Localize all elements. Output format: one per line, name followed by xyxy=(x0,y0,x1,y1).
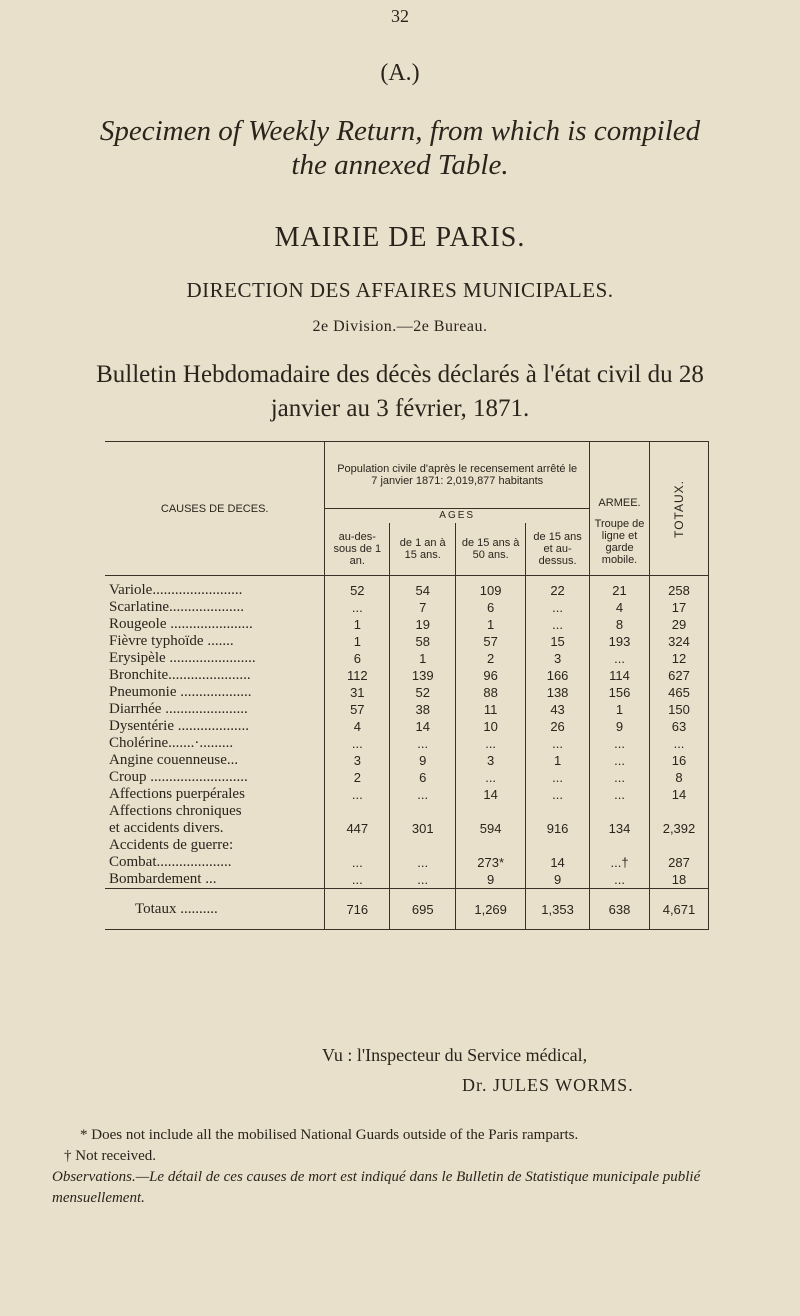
value-cell: 31 xyxy=(325,684,390,701)
totaux-header xyxy=(650,442,709,576)
value-cell xyxy=(526,803,590,820)
value-cell: 9 xyxy=(590,718,650,735)
value-cell: 9 xyxy=(526,871,590,889)
value-cell: ... xyxy=(456,769,526,786)
value-cell: 10 xyxy=(456,718,526,735)
value-cell xyxy=(325,803,390,820)
table-row xyxy=(105,650,709,667)
row-total-cell: 150 xyxy=(650,701,709,718)
value-cell xyxy=(590,803,650,820)
direction-heading: DIRECTION DES AFFAIRES MUNICIPALES. xyxy=(186,278,614,302)
table-row xyxy=(105,820,709,837)
cause-cell: Cholérine.......·......... xyxy=(109,735,234,751)
value-cell: 594 xyxy=(456,820,526,837)
value-cell: ... xyxy=(325,735,390,752)
cause-cell: Rougeole ...................... xyxy=(109,616,253,632)
row-total-cell: 627 xyxy=(650,667,709,684)
cause-cell: Bombardement ... xyxy=(109,871,217,887)
value-cell: 447 xyxy=(325,820,390,837)
value-cell xyxy=(390,837,456,854)
value-cell: 3 xyxy=(325,752,390,769)
value-cell: ... xyxy=(325,786,390,803)
totals-cell: 716 xyxy=(325,889,390,930)
table-row xyxy=(105,718,709,735)
value-cell xyxy=(325,837,390,854)
value-cell: 52 xyxy=(325,576,390,600)
cause-cell: Diarrhée ...................... xyxy=(109,701,248,717)
row-total-cell: 8 xyxy=(650,769,709,786)
value-cell: 1 xyxy=(390,650,456,667)
causes-header: CAUSES DE DECES. xyxy=(105,442,325,576)
value-cell: 109 xyxy=(456,576,526,600)
value-cell: 112 xyxy=(325,667,390,684)
age-col-under-1: au-des-sous de 1 an. xyxy=(325,523,390,576)
value-cell: 14 xyxy=(390,718,456,735)
value-cell: 7 xyxy=(390,599,456,616)
value-cell: ... xyxy=(390,786,456,803)
cause-cell: et accidents divers. xyxy=(109,820,224,836)
value-cell: ... xyxy=(456,735,526,752)
value-cell: ... xyxy=(590,871,650,889)
value-cell: 1 xyxy=(325,616,390,633)
value-cell: ... xyxy=(590,786,650,803)
value-cell: 15 xyxy=(526,633,590,650)
troupe-header: Troupe de ligne et garde mobile. xyxy=(590,509,650,576)
table-row xyxy=(105,871,709,889)
value-cell: 6 xyxy=(325,650,390,667)
value-cell xyxy=(390,803,456,820)
value-cell: 57 xyxy=(325,701,390,718)
value-cell: 11 xyxy=(456,701,526,718)
page-title xyxy=(0,114,800,182)
title-text: Specimen of Weekly Return, from which is compiled the annexed Table. xyxy=(99,115,701,181)
row-total-cell: 14 xyxy=(650,786,709,803)
row-total-cell: 2,392 xyxy=(650,820,709,837)
value-cell xyxy=(456,803,526,820)
row-total-cell xyxy=(650,803,709,820)
value-cell: 8 xyxy=(590,616,650,633)
value-cell: 2 xyxy=(456,650,526,667)
table-row xyxy=(105,633,709,650)
row-total-cell: 465 xyxy=(650,684,709,701)
cause-cell: Angine couenneuse... xyxy=(109,752,239,768)
signature: Dr. JULES WORMS. xyxy=(462,1075,634,1095)
value-cell: 138 xyxy=(526,684,590,701)
value-cell: 1 xyxy=(590,701,650,718)
cause-cell: Croup .......................... xyxy=(109,769,248,785)
value-cell: 54 xyxy=(390,576,456,600)
table-row xyxy=(105,786,709,803)
value-cell: 96 xyxy=(456,667,526,684)
value-cell: 193 xyxy=(590,633,650,650)
value-cell: ... xyxy=(390,735,456,752)
row-total-cell: 17 xyxy=(650,599,709,616)
totals-label: Totaux .......... xyxy=(105,889,325,930)
totals-cell: 638 xyxy=(590,889,650,930)
table-row xyxy=(105,837,709,854)
age-col-15-50: de 15 ans à 50 ans. xyxy=(456,523,526,576)
value-cell: 9 xyxy=(390,752,456,769)
vu-line: Vu : l'Inspecteur du Service médical, xyxy=(322,1045,588,1065)
table-row xyxy=(105,803,709,820)
cause-cell: Pneumonie ................... xyxy=(109,684,252,700)
value-cell: ... xyxy=(590,769,650,786)
cause-cell: Accidents de guerre: xyxy=(109,837,234,853)
table-row xyxy=(105,752,709,769)
division-heading: 2e Division.—2e Bureau. xyxy=(312,318,488,335)
row-total-cell: 12 xyxy=(650,650,709,667)
value-cell xyxy=(590,837,650,854)
value-cell: ... xyxy=(325,871,390,889)
cause-cell: Fièvre typhoïde ....... xyxy=(109,633,234,649)
totals-cell: 1,269 xyxy=(456,889,526,930)
value-cell: ... xyxy=(526,769,590,786)
value-cell: 156 xyxy=(590,684,650,701)
value-cell: 6 xyxy=(456,599,526,616)
table-body xyxy=(105,576,709,889)
value-cell: 166 xyxy=(526,667,590,684)
age-col-1-15: de 1 an à 15 ans. xyxy=(390,523,456,576)
value-cell: ... xyxy=(526,735,590,752)
value-cell: 4 xyxy=(325,718,390,735)
table-row xyxy=(105,701,709,718)
cause-cell: Erysipèle ....................... xyxy=(109,650,256,666)
value-cell: 916 xyxy=(526,820,590,837)
deaths-table xyxy=(105,441,709,930)
value-cell: 88 xyxy=(456,684,526,701)
value-cell: 2 xyxy=(325,769,390,786)
value-cell: 139 xyxy=(390,667,456,684)
row-total-cell: 16 xyxy=(650,752,709,769)
totals-cell: 1,353 xyxy=(526,889,590,930)
table-row xyxy=(105,576,709,600)
age-col-15-plus: de 15 ans et au-dessus. xyxy=(526,523,590,576)
value-cell: 52 xyxy=(390,684,456,701)
value-cell: ... xyxy=(590,735,650,752)
value-cell: 38 xyxy=(390,701,456,718)
value-cell: 14 xyxy=(456,786,526,803)
cause-cell: Scarlatine.................... xyxy=(109,599,244,615)
cause-cell: Affections puerpérales xyxy=(109,786,245,802)
value-cell: 4 xyxy=(590,599,650,616)
value-cell: 43 xyxy=(526,701,590,718)
population-header: Population civile d'après le recensement arrêté le 7 janvier 1871: 2,019,877 habitants xyxy=(325,442,590,509)
value-cell: ... xyxy=(325,599,390,616)
row-total-cell: 258 xyxy=(650,576,709,600)
value-cell: ... xyxy=(325,854,390,871)
value-cell: ... xyxy=(526,599,590,616)
totaux-label: TOTAUX. xyxy=(672,479,686,538)
page-number: 32 xyxy=(391,6,409,26)
cause-cell: Variole........................ xyxy=(109,582,243,598)
value-cell: 22 xyxy=(526,576,590,600)
cause-cell: Bronchite...................... xyxy=(109,667,251,683)
ages-header: AGES xyxy=(325,509,590,524)
value-cell: 3 xyxy=(526,650,590,667)
value-cell: 301 xyxy=(390,820,456,837)
table-row xyxy=(105,667,709,684)
table-row xyxy=(105,599,709,616)
cause-cell: Affections chroniques xyxy=(109,803,242,819)
value-cell: 114 xyxy=(590,667,650,684)
value-cell: 273* xyxy=(456,854,526,871)
value-cell: 19 xyxy=(390,616,456,633)
footnote-star: * Does not include all the mobilised National Guards outside of the Paris ramparts. xyxy=(80,1127,579,1143)
totals-cell: 695 xyxy=(390,889,456,930)
value-cell: 6 xyxy=(390,769,456,786)
observations-note: Observations.—Le détail de ces causes de mort est indiqué dans le Bulletin de Statistique municipale publié mensuellement. xyxy=(52,1169,701,1206)
value-cell: ... xyxy=(526,786,590,803)
row-total-cell: 287 xyxy=(650,854,709,871)
table-row xyxy=(105,735,709,752)
bulletin-text: Bulletin Hebdomadaire des décès déclarés à l'état civil du 28 janvier au 3 février, 1871. xyxy=(96,361,704,422)
row-total-cell: 29 xyxy=(650,616,709,633)
value-cell: 1 xyxy=(456,616,526,633)
table-row xyxy=(105,684,709,701)
row-total-cell: ... xyxy=(650,735,709,752)
value-cell: 1 xyxy=(526,752,590,769)
table-row xyxy=(105,854,709,871)
value-cell: ... xyxy=(526,616,590,633)
bulletin-heading xyxy=(0,358,800,426)
mairie-heading: MAIRIE DE PARIS. xyxy=(274,222,526,253)
value-cell: 14 xyxy=(526,854,590,871)
value-cell: 57 xyxy=(456,633,526,650)
value-cell: 58 xyxy=(390,633,456,650)
footnote-dagger: † Not received. xyxy=(64,1148,157,1164)
value-cell: ... xyxy=(390,871,456,889)
value-cell: 134 xyxy=(590,820,650,837)
value-cell: ... xyxy=(390,854,456,871)
value-cell: 21 xyxy=(590,576,650,600)
armee-header: ARMEE. xyxy=(590,442,650,509)
value-cell xyxy=(456,837,526,854)
totals-grand: 4,671 xyxy=(650,889,709,930)
section-letter: (A.) xyxy=(380,60,420,86)
cause-cell: Combat.................... xyxy=(109,854,232,870)
table-row xyxy=(105,769,709,786)
value-cell: 26 xyxy=(526,718,590,735)
value-cell: ... xyxy=(590,752,650,769)
footnotes xyxy=(52,1125,752,1209)
value-cell: ...† xyxy=(590,854,650,871)
row-total-cell xyxy=(650,837,709,854)
row-total-cell: 18 xyxy=(650,871,709,889)
table-row xyxy=(105,616,709,633)
value-cell: ... xyxy=(590,650,650,667)
value-cell xyxy=(526,837,590,854)
row-total-cell: 324 xyxy=(650,633,709,650)
value-cell: 1 xyxy=(325,633,390,650)
row-total-cell: 63 xyxy=(650,718,709,735)
value-cell: 9 xyxy=(456,871,526,889)
value-cell: 3 xyxy=(456,752,526,769)
cause-cell: Dysentérie ................... xyxy=(109,718,249,734)
